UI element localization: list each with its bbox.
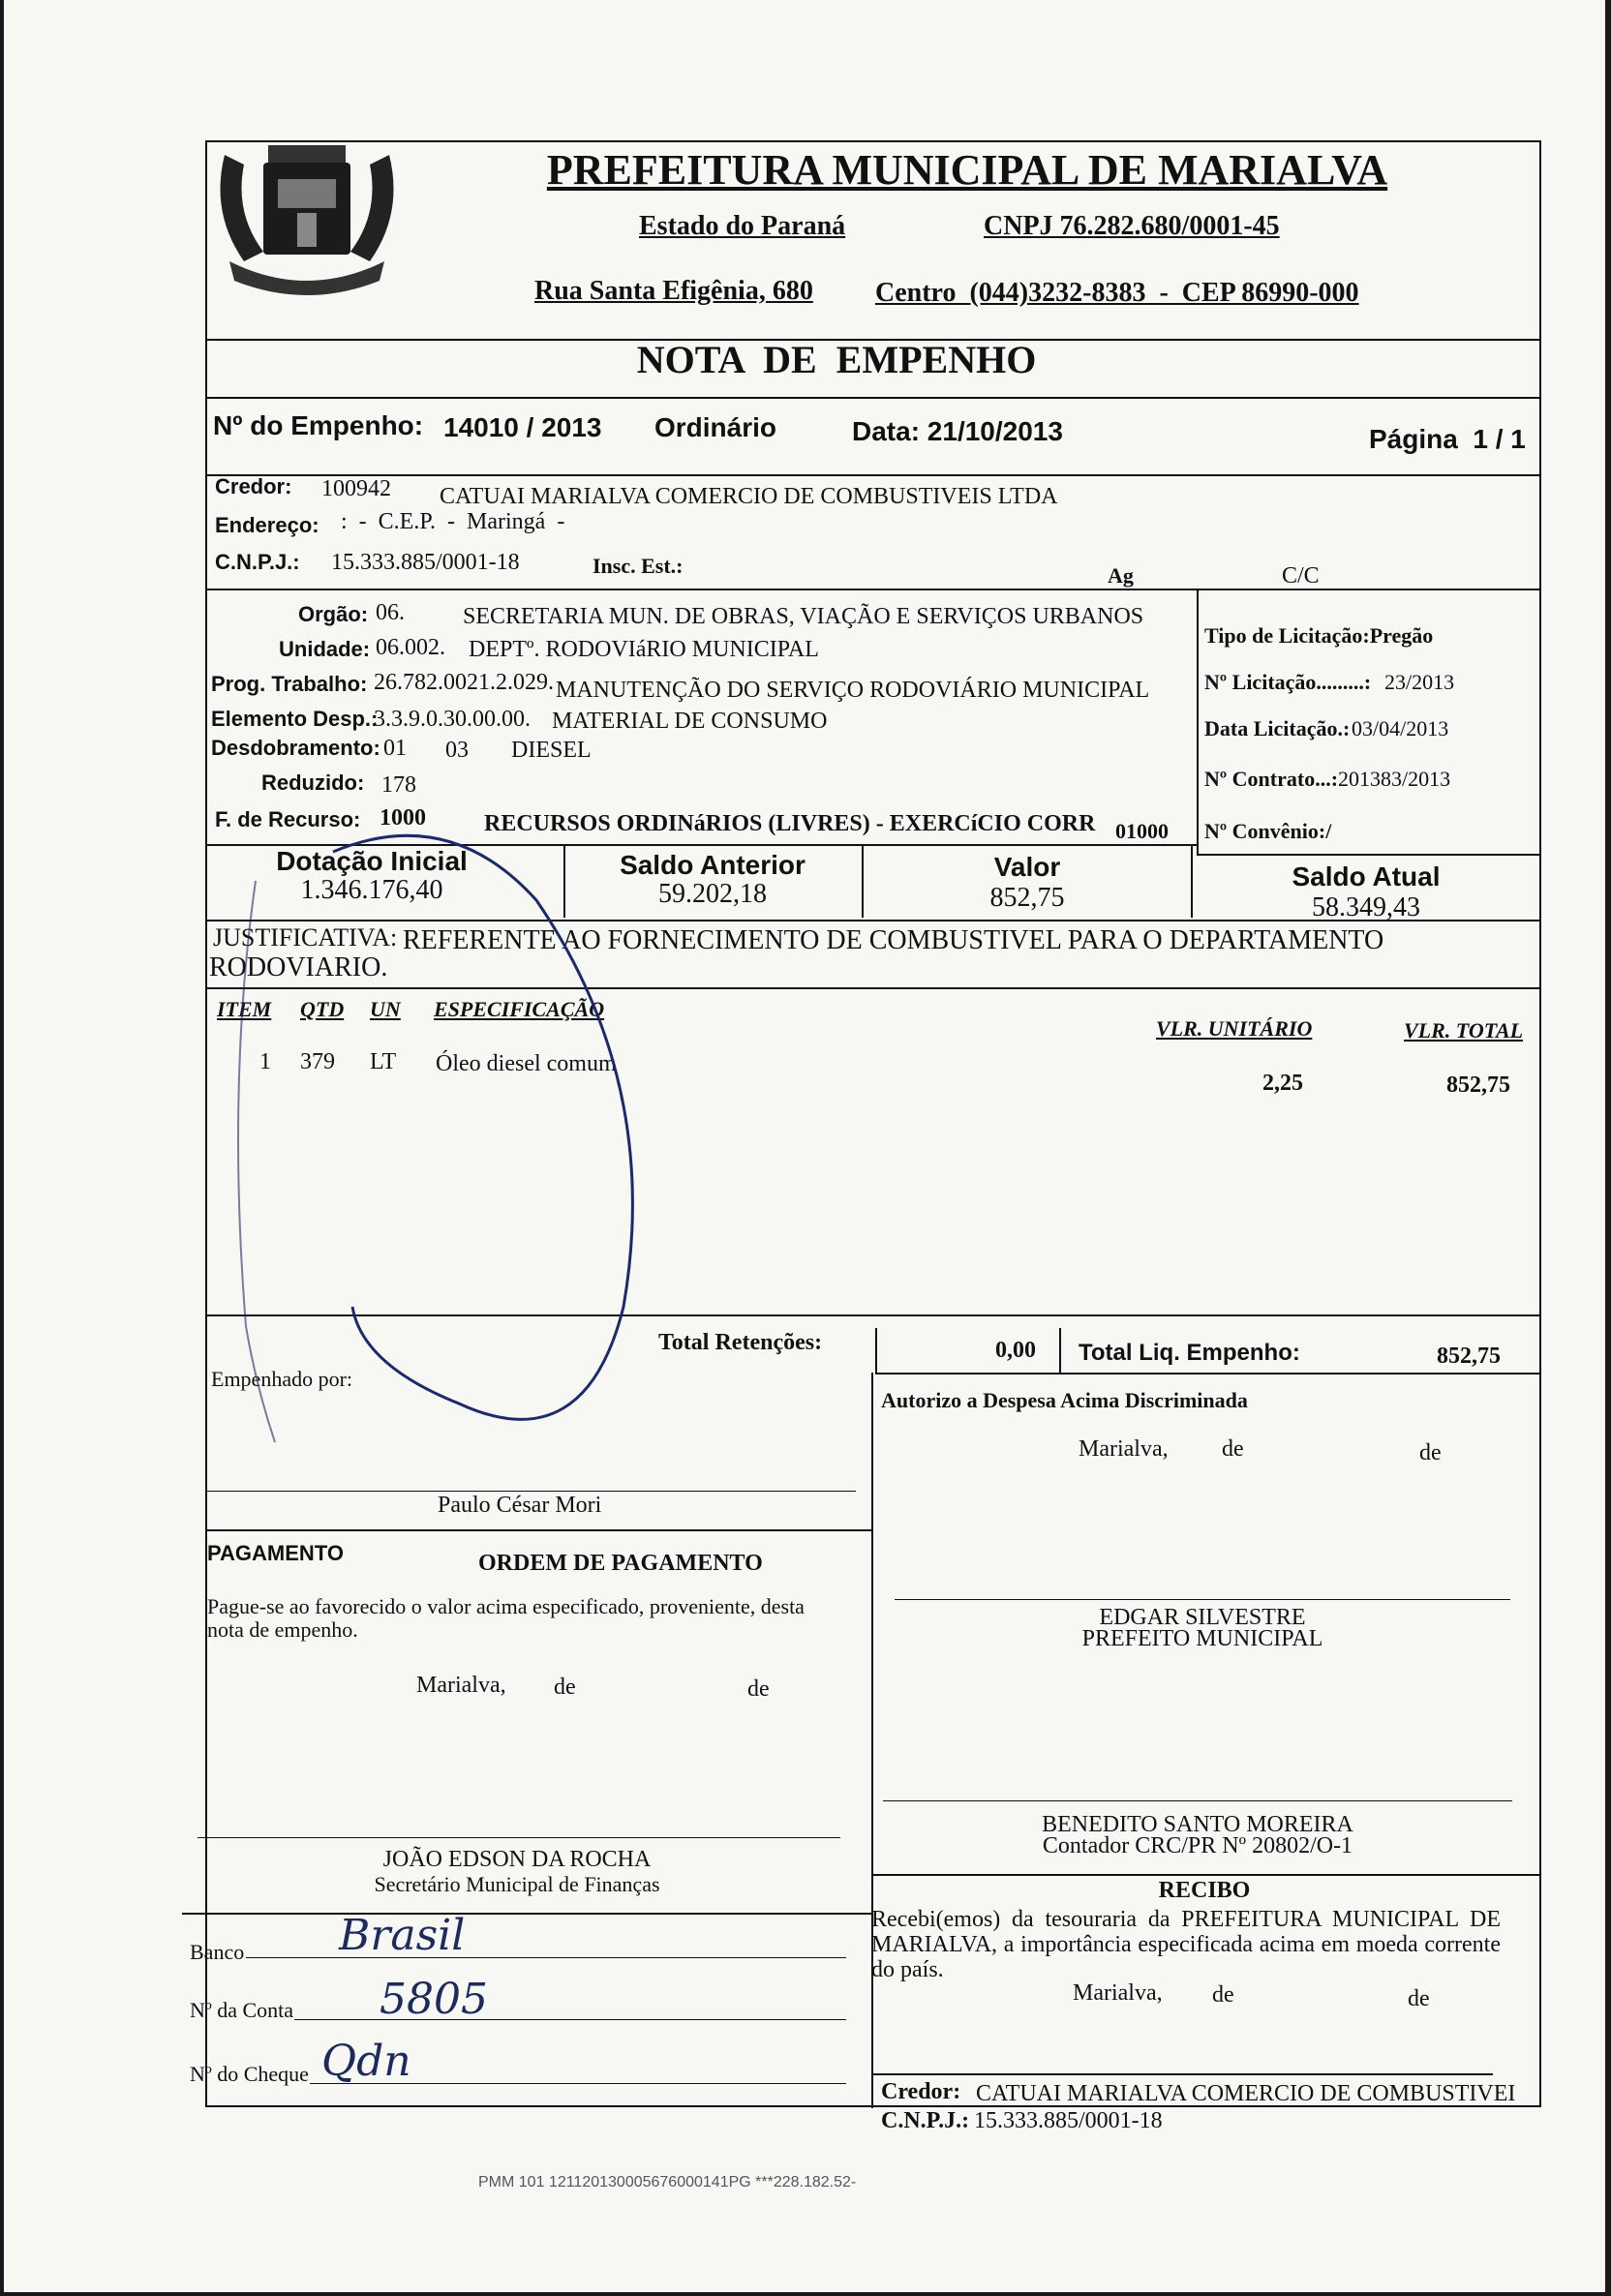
recibo-local: Marialva, bbox=[1073, 1980, 1163, 2006]
banco-label: Banco bbox=[190, 1940, 245, 1964]
pague-se-text: Pague-se ao favorecido o valor acima especificado, proveniente, desta nota de empenho. bbox=[207, 1594, 805, 1642]
desdobramento-label: Desdobramento: bbox=[211, 736, 380, 760]
recurso-number: 01000 bbox=[1115, 819, 1169, 843]
empenho-date: Data: 21/10/2013 bbox=[852, 416, 1063, 446]
saldo-anterior-label: Saldo Anterior bbox=[620, 850, 806, 880]
document-page bbox=[4, 0, 1605, 2292]
col-un-header: UN bbox=[370, 997, 401, 1021]
recibo-cnpj-label: C.N.P.J.: bbox=[881, 2108, 970, 2133]
desdobramento-1: 01 bbox=[383, 736, 407, 761]
numero-licitacao: 23/2013 bbox=[1384, 670, 1455, 694]
data-licitacao: 03/04/2013 bbox=[1352, 716, 1449, 740]
contrato-label: Nº Contrato...: bbox=[1204, 767, 1339, 791]
prog-label: Prog. Trabalho: bbox=[211, 672, 368, 696]
secretario-cargo: Secretário Municipal de Finanças bbox=[374, 1872, 660, 1896]
liquido-label: Total Liq. Empenho: bbox=[1079, 1340, 1300, 1366]
recibo-cnpj: 15.333.885/0001-18 bbox=[974, 2108, 1163, 2133]
recibo-de-2: de bbox=[1408, 1986, 1430, 2011]
reduzido-label: Reduzido: bbox=[261, 770, 365, 795]
autorizo-local: Marialva, bbox=[1079, 1436, 1169, 1462]
orgao-label: Orgão: bbox=[298, 602, 369, 626]
col-vlr-total-header: VLR. TOTAL bbox=[1404, 1018, 1524, 1042]
orgao-code: 06. bbox=[376, 600, 405, 625]
recurso-code: 1000 bbox=[380, 805, 426, 831]
pagamento-de-1: de bbox=[554, 1675, 576, 1700]
reduzido-value: 178 bbox=[381, 772, 416, 798]
liquido-value: 852,75 bbox=[1437, 1344, 1501, 1369]
saldo-anterior-value: 59.202,18 bbox=[658, 879, 767, 909]
empenho-number-label: Nº do Empenho: bbox=[213, 410, 424, 440]
data-licitacao-label: Data Licitação.: bbox=[1204, 716, 1351, 740]
row-qtd: 379 bbox=[300, 1049, 335, 1074]
recibo-credor-name: CATUAI MARIALVA COMERCIO DE COMBUSTIVEI bbox=[976, 2081, 1516, 2106]
conta-label: Nº da Conta bbox=[190, 1998, 294, 2022]
cheque-signature: Qdn bbox=[321, 2037, 411, 2086]
conta-signature: 5805 bbox=[380, 1975, 488, 2024]
recibo-de-1: de bbox=[1212, 1982, 1234, 2008]
header-title: PREFEITURA MUNICIPAL DE MARIALVA bbox=[546, 146, 1388, 194]
elemento-label: Elemento Desp.: bbox=[211, 707, 379, 731]
autorizo-de-1: de bbox=[1222, 1436, 1244, 1462]
cheque-label: Nº do Cheque bbox=[190, 2062, 309, 2086]
valor-label: Valor bbox=[993, 852, 1061, 882]
desdobramento-name: DIESEL bbox=[511, 738, 592, 763]
saldo-atual-label: Saldo Atual bbox=[1292, 861, 1441, 891]
recurso-label: F. de Recurso: bbox=[215, 807, 361, 831]
page-number: Página 1 / 1 bbox=[1369, 424, 1526, 454]
contador-cargo: Contador CRC/PR Nº 20802/O-1 bbox=[1042, 1833, 1353, 1858]
credor-code: 100942 bbox=[321, 476, 391, 501]
recibo-title: RECIBO bbox=[1158, 1878, 1251, 1903]
retencoes-value: 0,00 bbox=[995, 1338, 1036, 1363]
banco-signature: Brasil bbox=[339, 1911, 466, 1960]
contador-nome: BENEDITO SANTO MOREIRA bbox=[1042, 1812, 1353, 1837]
saldo-atual-value: 58.349,43 bbox=[1312, 892, 1420, 922]
numero-licitacao-label: Nº Licitação.........: bbox=[1204, 670, 1372, 694]
ordem-pagamento: ORDEM DE PAGAMENTO bbox=[478, 1551, 763, 1576]
recibo-text: Recebi(emos) da tesouraria da PREFEITURA MUNICIPAL DE MARIALVA, a importância especificada acima em moeda corrente do país. bbox=[871, 1907, 1501, 1982]
unidade-name: DEPTº. RODOVIáRIO MUNICIPAL bbox=[469, 637, 819, 662]
prefeito-cargo: PREFEITO MUNICIPAL bbox=[1081, 1626, 1323, 1651]
empenho-number: 14010 / 2013 bbox=[443, 412, 602, 442]
col-espec-header: ESPECIFICAÇÃO bbox=[434, 997, 605, 1021]
elemento-name: MATERIAL DE CONSUMO bbox=[552, 709, 828, 734]
header-state: Estado do Paraná bbox=[639, 211, 846, 241]
insc-est-label: Insc. Est.: bbox=[593, 554, 684, 578]
recurso-name: RECURSOS ORDINáRIOS (LIVRES) - EXERCíCIO CORR bbox=[484, 811, 1096, 836]
cnpj-label: C.N.P.J.: bbox=[215, 550, 300, 574]
autorizo-de-2: de bbox=[1419, 1440, 1442, 1465]
col-vlr-unit-header: VLR. UNITÁRIO bbox=[1156, 1016, 1313, 1041]
elemento-code: 3.3.9.0.30.00.00. bbox=[374, 707, 531, 732]
cc-label: C/C bbox=[1282, 563, 1320, 589]
pagamento-label: PAGAMENTO bbox=[207, 1541, 344, 1565]
tipo-licitacao: Tipo de Licitação:Pregão bbox=[1204, 623, 1434, 648]
dotacao-value: 1.346.176,40 bbox=[300, 875, 443, 905]
credor-address: : - C.E.P. - Maringá - bbox=[341, 509, 565, 534]
credor-cnpj: 15.333.885/0001-18 bbox=[331, 550, 520, 575]
empenhado-por-label: Empenhado por: bbox=[211, 1367, 353, 1391]
justificativa-label: JUSTIFICATIVA: bbox=[213, 923, 398, 952]
retencoes-label: Total Retenções: bbox=[658, 1330, 823, 1355]
desdobramento-2: 03 bbox=[445, 738, 469, 763]
pagamento-de-2: de bbox=[747, 1677, 770, 1702]
row-espec: Óleo diesel comum bbox=[436, 1051, 617, 1076]
row-vlr-unit: 2,25 bbox=[1262, 1071, 1303, 1096]
empenhado-nome: Paulo César Mori bbox=[438, 1493, 602, 1518]
footer-code: PMM 101 121120130005676000141PG ***228.182.52- bbox=[478, 2174, 857, 2190]
unidade-label: Unidade: bbox=[279, 637, 371, 661]
header-address: Rua Santa Efigênia, 680 bbox=[534, 276, 813, 306]
document-title: NOTA DE EMPENHO bbox=[636, 338, 1037, 381]
unidade-code: 06.002. bbox=[376, 635, 445, 660]
col-item-header: ITEM bbox=[217, 997, 272, 1021]
empenho-type: Ordinário bbox=[654, 412, 777, 442]
autorizo-text: Autorizo a Despesa Acima Discriminada bbox=[881, 1388, 1248, 1412]
secretario-nome: JOÃO EDSON DA ROCHA bbox=[382, 1847, 652, 1872]
credor-name: CATUAI MARIALVA COMERCIO DE COMBUSTIVEIS LTDA bbox=[440, 484, 1058, 509]
header-cnpj: CNPJ 76.282.680/0001-45 bbox=[984, 211, 1280, 241]
credor-label: Credor: bbox=[215, 474, 292, 498]
justificativa-text-2: RODOVIARIO. bbox=[209, 952, 388, 982]
pen-circle-mark bbox=[217, 765, 662, 1462]
row-item: 1 bbox=[259, 1049, 271, 1074]
justificativa-text-1: REFERENTE AO FORNECIMENTO DE COMBUSTIVEL PARA O DEPARTAMENTO bbox=[403, 925, 1384, 955]
pagamento-local: Marialva, bbox=[416, 1673, 506, 1698]
valor-value: 852,75 bbox=[989, 883, 1065, 913]
orgao-name: SECRETARIA MUN. DE OBRAS, VIAÇÃO E SERVIÇOS URBANOS bbox=[463, 604, 1144, 629]
prog-code: 26.782.0021.2.029. bbox=[374, 670, 554, 695]
contrato-value: 201383/2013 bbox=[1338, 767, 1451, 791]
row-vlr-total: 852,75 bbox=[1446, 1072, 1510, 1098]
dotacao-label: Dotação Inicial bbox=[276, 846, 468, 876]
row-un: LT bbox=[370, 1049, 397, 1074]
header-district-phone: Centro (044)3232-8383 - CEP 86990-000 bbox=[875, 278, 1359, 308]
convenio: Nº Convênio:/ bbox=[1204, 819, 1332, 843]
col-qtd-header: QTD bbox=[300, 997, 345, 1021]
ag-label: Ag bbox=[1108, 563, 1134, 588]
prog-name: MANUTENÇÃO DO SERVIÇO RODOVIÁRIO MUNICIPAL bbox=[556, 678, 1150, 703]
recibo-credor-label: Credor: bbox=[881, 2079, 961, 2104]
prefeito-nome: EDGAR SILVESTRE bbox=[1099, 1605, 1306, 1630]
address-label: Endereço: bbox=[215, 513, 319, 537]
